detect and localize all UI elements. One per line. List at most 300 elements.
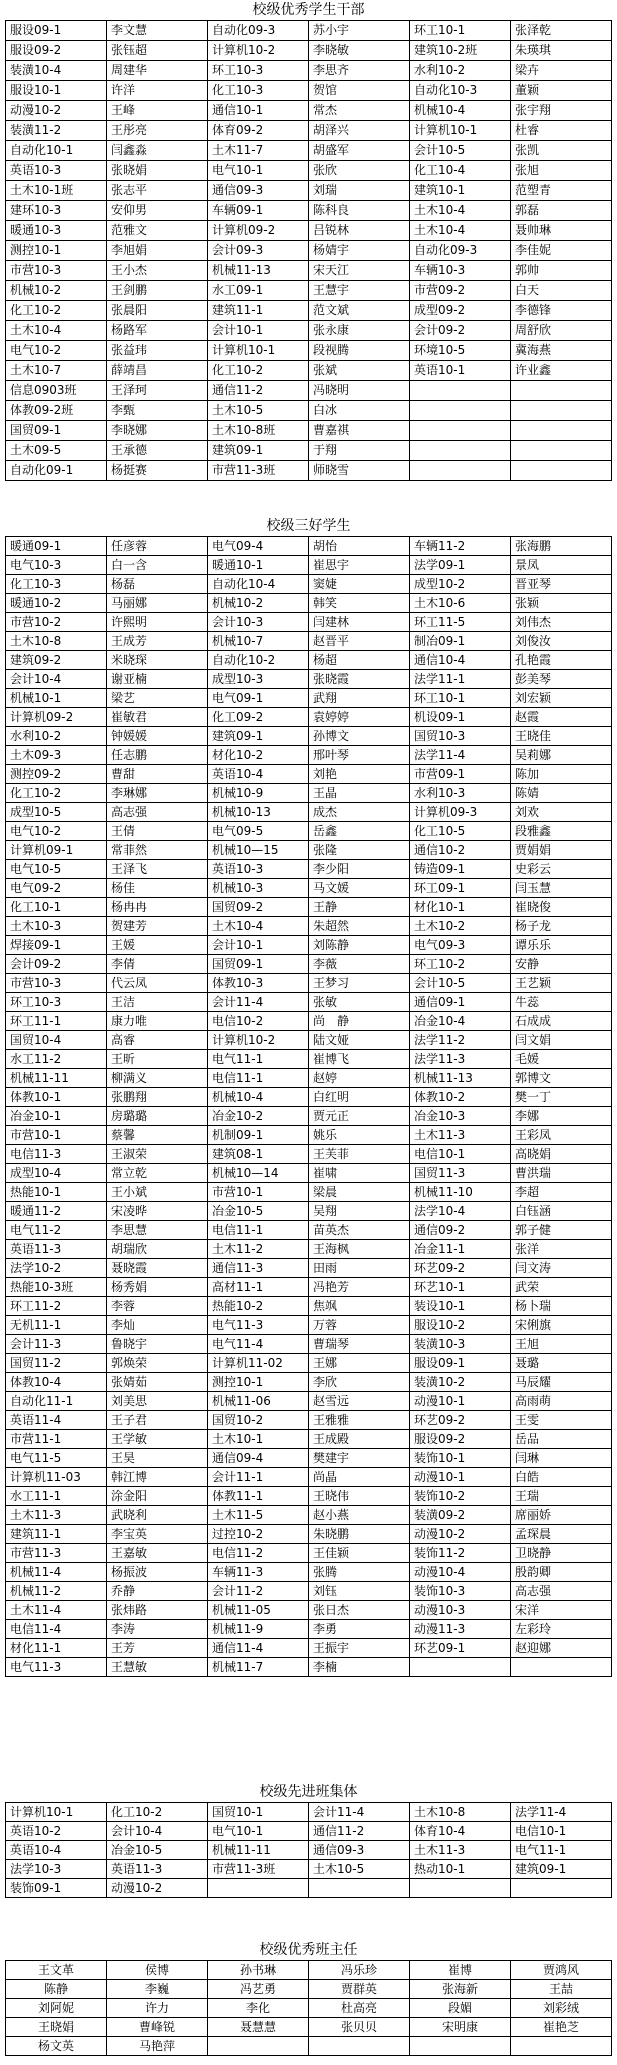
table-cell: 建筑10-1 [410,181,511,201]
table-cell: 服设10-2 [410,1316,511,1335]
table-cell: 李欣 [309,1373,410,1392]
table-cell [410,401,511,421]
table-cell: 赵婷 [309,1069,410,1088]
table-cell: 李甄 [107,401,208,421]
table-row [6,670,612,689]
table-cell: 电气10-2 [6,822,107,841]
table-cell: 王剑鹏 [107,281,208,301]
table-cell: 装饰09-1 [6,1879,107,1898]
table-cell: 陈科良 [309,201,410,221]
table-cell: 王晶 [309,784,410,803]
table-row [6,281,612,301]
table-cell: 机械10-13 [208,803,309,822]
table-row [6,1373,612,1392]
table-cell: 测控10-1 [208,1373,309,1392]
table-cell [511,2037,612,2056]
table-cell: 环工09-1 [410,879,511,898]
table-cell: 薛靖昌 [107,361,208,381]
table-cell: 闫琳 [511,1449,612,1468]
table-cell: 刘欢 [511,803,612,822]
table-cell: 土木10-1班 [6,181,107,201]
table-cell: 杨冉冉 [107,898,208,917]
table-cell: 曹瑞琴 [309,1335,410,1354]
table-cell [208,2037,309,2056]
table-cell [511,421,612,441]
table-cell: 张志平 [107,181,208,201]
table-cell: 孔艳霞 [511,651,612,670]
table-cell: 电气11-3 [6,1658,107,1677]
table-cell: 国贸09-1 [6,421,107,441]
table-cell: 蔡馨 [107,1126,208,1145]
table-cell: 化工10-1 [6,898,107,917]
table-cell [309,2037,410,2056]
table-cell: 李倩 [107,955,208,974]
table-cell: 通信11-4 [208,1639,309,1658]
table-cell: 侯博 [107,1961,208,1980]
table-cell: 李旭娟 [107,241,208,261]
table-cell: 高晓娟 [511,1145,612,1164]
table-cell: 常立乾 [107,1164,208,1183]
table-cell: 聂帅琳 [511,221,612,241]
table-cell: 杨磊 [107,575,208,594]
table-cell: 机械11-13 [208,261,309,281]
table-cell: 动漫10-2 [6,101,107,121]
table-cell: 李佳妮 [511,241,612,261]
table-cell: 会计10-1 [208,936,309,955]
table-cell: 王彤亮 [107,121,208,141]
table-row [6,141,612,161]
cadres-table [5,20,612,481]
table-cell [410,1879,511,1898]
table-row [6,2018,612,2037]
table-cell: 计算机10-1 [6,1803,107,1822]
table-cell: 梁晨 [309,1183,410,1202]
table-cell: 土木10-4 [208,917,309,936]
table-cell: 服设09-2 [410,1430,511,1449]
table-cell: 陈加 [511,765,612,784]
table-cell: 电气10-2 [6,341,107,361]
table-cell: 曹嘉祺 [309,421,410,441]
table-cell: 车辆09-1 [208,201,309,221]
table-row [6,1126,612,1145]
table-cell: 土木10-1 [208,1430,309,1449]
table-cell: 机械10—14 [208,1164,309,1183]
table-row [6,689,612,708]
table-cell: 土木10-4 [410,201,511,221]
table-cell: 王子君 [107,1411,208,1430]
table-cell: 电气10-3 [6,556,107,575]
table-cell: 岳品 [511,1430,612,1449]
table-cell: 体育09-2 [208,121,309,141]
table-row [6,1999,612,2018]
table-cell [511,381,612,401]
table-cell: 通信09-2 [410,1221,511,1240]
table-cell: 赵雪远 [309,1392,410,1411]
table-cell: 建筑09-2 [6,651,107,670]
table-cell: 机械10-3 [208,879,309,898]
table-cell: 王晓伟 [309,1487,410,1506]
table-cell [410,2037,511,2056]
table-cell: 通信11-2 [309,1822,410,1841]
table-row [6,537,612,556]
table-row [6,241,612,261]
table-cell: 电信11-1 [208,1221,309,1240]
table-cell: 建筑09-1 [208,727,309,746]
table-cell: 刘瑞 [309,181,410,201]
table-cell: 机械11-11 [6,1069,107,1088]
table-cell: 建筑08-1 [208,1145,309,1164]
table-cell: 土木11-7 [208,141,309,161]
table-cell [511,401,612,421]
table-cell: 土木10-2 [410,917,511,936]
table-cell: 冶金11-1 [410,1240,511,1259]
table-cell: 计算机09-3 [410,803,511,822]
table-row [6,1563,612,1582]
table-row [6,1430,612,1449]
table-cell: 赵晋平 [309,632,410,651]
table-cell: 测控09-2 [6,765,107,784]
table-cell: 水工11-2 [6,1050,107,1069]
table-cell: 冯艺勇 [208,1980,309,1999]
table-cell: 市营10-2 [6,613,107,632]
table-row [6,556,612,575]
table-cell: 动漫10-2 [410,1525,511,1544]
table-cell: 测控10-1 [6,241,107,261]
table-cell: 安静 [511,955,612,974]
table-cell: 朱超然 [309,917,410,936]
table-cell: 钟媛媛 [107,727,208,746]
table-cell: 材化11-1 [6,1639,107,1658]
table-cell: 电气11-3 [208,1316,309,1335]
table-cell: 土木10-4 [6,321,107,341]
table-cell: 冯艳芳 [309,1278,410,1297]
table-cell: 土木10-4 [410,221,511,241]
table-row [6,1822,612,1841]
table-cell [511,1879,612,1898]
table-cell: 土木10-8班 [208,421,309,441]
table-cell: 曹甜 [107,765,208,784]
table-cell: 闫建林 [309,613,410,632]
table-cell: 冶金10-3 [410,1107,511,1126]
table-row [6,1240,612,1259]
table-cell: 杨振波 [107,1563,208,1582]
table-cell: 岳鑫 [309,822,410,841]
table-cell: 崔敏君 [107,708,208,727]
table-cell: 化工10-4 [410,161,511,181]
table-cell: 法学11-4 [410,746,511,765]
table-cell: 陆文娅 [309,1031,410,1050]
table-row [6,1879,612,1898]
table-cell: 机械10-2 [208,594,309,613]
table-cell: 刘艳 [309,765,410,784]
table-cell: 贾娟娟 [511,841,612,860]
table-cell: 景凤 [511,556,612,575]
table-cell: 水利10-2 [410,61,511,81]
table-cell: 机制09-1 [208,1126,309,1145]
table-cell: 环艺09-2 [410,1259,511,1278]
table-row [6,161,612,181]
table-row [6,421,612,441]
table-cell: 机械11-4 [6,1563,107,1582]
table-cell: 机械11-05 [208,1601,309,1620]
table-row [6,1468,612,1487]
table-cell: 段视腾 [309,341,410,361]
table-cell: 计算机09-1 [6,841,107,860]
table-cell: 周舒欣 [511,321,612,341]
table-cell: 通信11-2 [208,381,309,401]
table-cell: 杜睿 [511,121,612,141]
table-cell: 机械11-13 [410,1069,511,1088]
table-cell: 计算机10-2 [208,41,309,61]
table-cell: 机械11-9 [208,1620,309,1639]
table-cell: 环艺10-1 [410,1278,511,1297]
table-row [6,803,612,822]
table-cell: 土木10-8 [6,632,107,651]
table-cell: 电信10-2 [208,1012,309,1031]
table-cell: 刘宏颖 [511,689,612,708]
table-cell: 体教10-4 [6,1373,107,1392]
table-cell: 法学10-4 [410,1202,511,1221]
table-cell: 铸造09-1 [410,860,511,879]
table-row [6,1506,612,1525]
table-cell: 马艳萍 [107,2037,208,2056]
table-row [6,1639,612,1658]
table-cell: 土木10-3 [6,917,107,936]
table-row [6,1860,612,1879]
table-cell: 冀海燕 [511,341,612,361]
table-cell: 动漫10-1 [410,1392,511,1411]
table-cell: 李化 [208,1999,309,2018]
table-cell [511,461,612,481]
table-row [6,1841,612,1860]
table-cell: 杨子龙 [511,917,612,936]
table-cell: 李灿 [107,1316,208,1335]
table-cell: 张洋 [511,1240,612,1259]
table-row [6,181,612,201]
table-cell: 王雅雅 [309,1411,410,1430]
table-row [6,301,612,321]
table-cell: 毛媛 [511,1050,612,1069]
table-cell: 张旭 [511,161,612,181]
table-cell: 王成芳 [107,632,208,651]
table-row [6,879,612,898]
table-cell: 机械10—15 [208,841,309,860]
table-cell: 环境10-5 [410,341,511,361]
table-cell: 市营10-3 [6,974,107,993]
table-cell: 环工11-2 [6,1297,107,1316]
table-cell: 王彩凤 [511,1126,612,1145]
table-cell: 英语10-4 [6,1841,107,1860]
table-cell: 装饰10-1 [410,1449,511,1468]
table-cell: 计算机11-03 [6,1468,107,1487]
table-cell: 英语10-2 [6,1822,107,1841]
table-cell: 宋天江 [309,261,410,281]
table-cell: 计算机11-02 [208,1354,309,1373]
table-cell: 崔博 [410,1961,511,1980]
table-cell: 环工11-1 [6,1012,107,1031]
table-cell: 常菲然 [107,841,208,860]
table-cell: 赵小燕 [309,1506,410,1525]
table-cell: 市营10-3 [6,261,107,281]
table-cell: 市营10-1 [208,1183,309,1202]
table-cell: 英语11-3 [6,1240,107,1259]
table-cell: 王艺颖 [511,974,612,993]
table-cell: 梁卉 [511,61,612,81]
table-cell: 无机11-1 [6,1316,107,1335]
table-cell: 计算机09-2 [208,221,309,241]
table-row [6,1164,612,1183]
table-cell: 王小杰 [107,261,208,281]
table-cell: 王昕 [107,1050,208,1069]
table-cell: 会计11-3 [6,1335,107,1354]
table-cell: 电气10-1 [208,161,309,181]
table-cell: 韩笑 [309,594,410,613]
table-cell: 化工10-2 [6,301,107,321]
table-cell: 尚晶 [309,1468,410,1487]
table-row [6,575,612,594]
table-cell: 通信09-3 [309,1841,410,1860]
table-cell: 化工10-3 [6,575,107,594]
table-row [6,461,612,481]
table-cell: 田雨 [309,1259,410,1278]
table-cell: 机械11-11 [208,1841,309,1860]
table-cell: 张鹏翔 [107,1088,208,1107]
table-cell: 成杰 [309,803,410,822]
table-cell: 王梦习 [309,974,410,993]
table-cell: 英语11-3 [107,1860,208,1879]
table-cell: 电气11-4 [208,1335,309,1354]
table-cell: 周建华 [107,61,208,81]
table-cell: 崔博飞 [309,1050,410,1069]
table-cell: 装饰11-2 [410,1544,511,1563]
table-row [6,898,612,917]
table-cell: 冯晓明 [309,381,410,401]
table-cell: 窦婕 [309,575,410,594]
table-row [6,321,612,341]
table-cell: 许力 [107,1999,208,2018]
table-cell: 武晓利 [107,1506,208,1525]
table-cell: 范塑青 [511,181,612,201]
table-cell: 王芙菲 [309,1145,410,1164]
table-cell: 张婧茹 [107,1373,208,1392]
table-cell: 张泽乾 [511,21,612,41]
table-cell: 化工10-2 [107,1803,208,1822]
table-cell: 乔静 [107,1582,208,1601]
table-cell: 装潢10-3 [410,1335,511,1354]
table-row [6,613,612,632]
table-cell: 王瑞 [511,1487,612,1506]
table-cell: 杜高亮 [309,1999,410,2018]
table-cell: 法学11-1 [410,670,511,689]
table-cell: 电气09-3 [410,936,511,955]
table-cell: 自动化10-2 [208,651,309,670]
table-cell: 会计10-4 [6,670,107,689]
table-cell: 王媛 [107,936,208,955]
table-cell: 车辆10-3 [410,261,511,281]
table-cell: 王承德 [107,441,208,461]
table-cell: 任志鹏 [107,746,208,765]
table-cell: 会计09-3 [208,241,309,261]
table-row [6,1803,612,1822]
table-cell: 吕锐林 [309,221,410,241]
table-cell: 自动化10-3 [410,81,511,101]
table-cell: 王晓娟 [6,2018,107,2037]
table-cell: 机械11-7 [208,1658,309,1677]
table-cell: 会计11-1 [208,1468,309,1487]
table-cell: 通信10-2 [410,841,511,860]
table-cell: 计算机10-1 [208,341,309,361]
table-cell: 市营11-3班 [208,461,309,481]
table-cell: 环艺09-2 [410,1411,511,1430]
table-cell: 自动化09-3 [410,241,511,261]
table-cell: 李晓敏 [309,41,410,61]
table-cell: 电气09-1 [208,689,309,708]
table-cell: 高材11-1 [208,1278,309,1297]
table-row [6,1297,612,1316]
section-title: 校级先进班集体 [259,1784,358,1800]
table-row [6,841,612,860]
table-cell: 王雯 [511,1411,612,1430]
table-cell: 董颖 [511,81,612,101]
table-cell: 晋亚琴 [511,575,612,594]
table-cell: 建筑10-2班 [410,41,511,61]
table-cell: 会计11-4 [309,1803,410,1822]
table-cell: 英语11-4 [6,1411,107,1430]
table-cell: 法学11-4 [511,1803,612,1822]
table-cell: 柳满义 [107,1069,208,1088]
table-row [6,41,612,61]
table-row [6,974,612,993]
table-cell: 郭磊 [511,201,612,221]
table-cell: 机械11-10 [410,1183,511,1202]
table-cell: 电气10-5 [6,860,107,879]
table-cell: 电气10-1 [208,1822,309,1841]
table-cell: 土木11-3 [410,1841,511,1860]
table-cell: 万蓉 [309,1316,410,1335]
table-cell: 任彦蓉 [107,537,208,556]
section-advanced-class-collectives [5,1782,612,1898]
table-cell: 张宇翔 [511,101,612,121]
table-cell: 高睿 [107,1031,208,1050]
table-cell: 法学11-2 [410,1031,511,1050]
table-cell: 刘伟杰 [511,613,612,632]
table-cell: 环工10-1 [410,21,511,41]
table-cell: 通信09-4 [208,1449,309,1468]
table-cell: 电气09-4 [208,537,309,556]
table-cell: 郭博文 [511,1069,612,1088]
table-cell: 国贸11-3 [410,1164,511,1183]
table-cell: 体教10-1 [6,1088,107,1107]
table-row [6,746,612,765]
table-cell: 李少阳 [309,860,410,879]
table-cell: 材化10-2 [208,746,309,765]
table-row [6,361,612,381]
table-cell: 王泽珂 [107,381,208,401]
table-cell: 王慧宇 [309,281,410,301]
table-cell: 动漫10-4 [410,1563,511,1582]
table-cell: 动漫10-2 [107,1879,208,1898]
table-cell: 谭乐乐 [511,936,612,955]
table-cell: 张凯 [511,141,612,161]
table-cell: 李思慧 [107,1221,208,1240]
table-cell: 聂慧慧 [208,2018,309,2037]
table-cell: 贾鸿风 [511,1961,612,1980]
table-cell: 自动化09-3 [208,21,309,41]
table-cell: 自动化10-4 [208,575,309,594]
table-cell: 苗英杰 [309,1221,410,1240]
table-cell: 邢叶琴 [309,746,410,765]
table-cell: 土木10-8 [410,1803,511,1822]
